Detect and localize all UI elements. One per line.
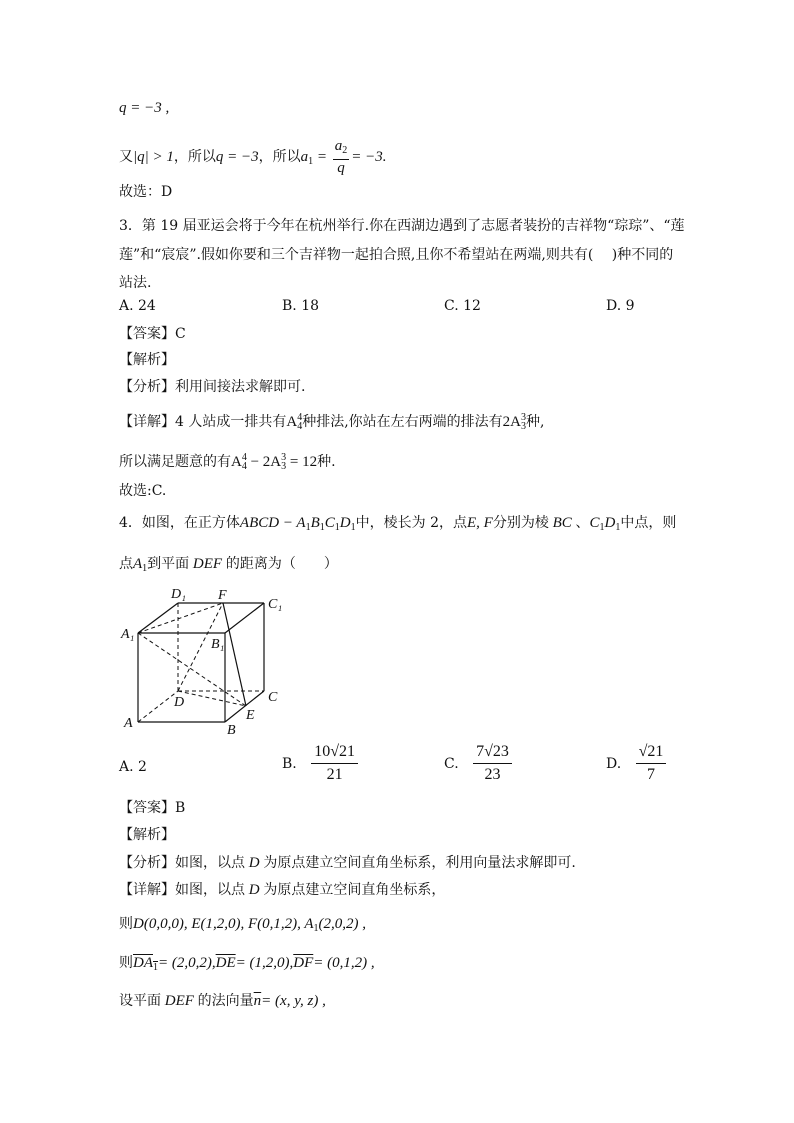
math-abs-q: |q| > 1 [133,149,174,165]
q3-conclusion: 所以满足题意的有$A_4^4 - 2A_3^3 = 12$种. [119,452,336,472]
q4-option-d-numerator: √21 [636,742,667,764]
q3-stem-line2: 莲”和“宸宸”.假如你要和三个吉祥物一起拍合照,且你不希望站在两端,则共有( )种不同的 [119,247,674,263]
q3-stem-line3: 站法. [119,275,152,291]
label-a1: A₁ [121,627,135,642]
q4-option-b-numerator: 10√21 [311,742,358,764]
vector-da1: $DA_1$ [133,955,158,973]
label-d: D [174,695,185,710]
q4-answer: 【答案】B [119,800,186,816]
q4-coordinates: 则D(0,0,0), E(1,2,0), F(0,1,2), $A_1(2,0,2)$ , [119,916,367,934]
line-q-equals-minus3: q = −3 , [119,100,170,116]
line-answer-d: 故选：D [119,184,173,200]
q4-normal-vector: 设平面 DEF 的法向量$\overline{n}= (x$, y, z) , [119,993,326,1009]
q3-option-a: A. 24 [119,298,156,314]
math-cube-name: ABCD − $A_1B_1C_1D_1$ [239,515,356,533]
q4-analysis-heading: 【解析】 [119,827,175,843]
math-a1-point: $A_1$ [133,556,148,574]
label-f: F [218,588,227,603]
q3-analysis: 【分析】利用间接法求解即可. [119,379,306,395]
q3-analysis-heading: 【解析】 [119,352,175,368]
q4-option-b: B. $\frac{10√21}{21}$ [282,742,358,786]
q4-analysis: 【分析】如图，以点 D 为原点建立空间直角坐标系，利用向量法求解即可. [119,855,576,871]
text-you: 又 [119,149,133,165]
q4-vectors: 则$DA_1= (2,0,2),\overline{DE}= (1,2,0),\overline{DF}= (0,1,2)$ , [119,955,375,973]
q4-stem-line1: 4．如图，在正方体ABCD − $A_1B_1C_1D_1$中，棱长为 2，点E, F分别为棱 BC 、$C_1D_1$中点，则 [119,515,677,533]
line-since-abs-q [119,138,387,176]
q4-option-c-numerator: 7√23 [473,742,512,764]
vector-n: $\overline{n}$ [253,993,262,1009]
q4-option-a: A. 2 [119,759,147,775]
q4-option-d-denominator: 7 [647,766,656,783]
math-q-value: q = −3 [215,149,259,165]
label-b: B [227,723,236,736]
math-a44-minus-2a33: $A_4^4 - 2A_3^3$ [231,452,287,472]
fraction-a2-over-q: $\frac{a_2}{q}$ [334,138,348,176]
math-a44: $A_4^4$ [286,412,303,432]
label-c1: C₁ [268,597,283,612]
q4-option-c-denominator: 23 [484,766,501,783]
q4-option-c: C. $\frac{7√23}{23}$ [444,742,512,786]
math-def: DEF [189,556,226,572]
q4-option-d: D. $\frac{√21}{7}$ [606,742,666,786]
vector-df: $\overline{DF}$ [293,955,314,971]
q3-option-b: B. 18 [282,298,320,314]
q4-stem-line2: 点$A_1$到平面 DEF 的距离为（ ） [119,556,338,574]
q4-detail: 【详解】如图，以点 D 为原点建立空间直角坐标系， [119,882,446,898]
q3-detail: 【详解】4 人站成一排共有$A_4^4$种排法,你站在左右两端的排法有$2A_3^3$种, [119,412,545,432]
q3-option-d: D. 9 [606,298,635,314]
math-c1d1: $C_1D_1$ [589,515,621,533]
math-points-ef: E, F [467,515,493,531]
label-a: A [124,716,133,731]
label-e: E [246,708,255,723]
math-equals-minus3: = −3. [351,149,387,165]
math-a1: $a_1$ = [300,149,331,167]
text-suoyi-2: ，所以 [258,149,301,165]
math-2a33: $2A_3^3$ [502,412,526,432]
q4-option-b-denominator: 21 [326,766,343,783]
label-b1: B₁ [211,637,225,652]
q3-choice: 故选:C. [119,483,167,499]
q3-stem-line1: 3．第 19 届亚运会将于今年在杭州举行.你在西湖边遇到了志愿者装扮的吉祥物“琮琮”、“莲 [119,218,685,234]
text-suoyi-1: ，所以 [173,149,216,165]
label-c: C [268,690,278,705]
cube-figure [119,586,289,736]
vector-de: $\overline{DE}$ [215,955,236,971]
q3-answer: 【答案】C [119,326,186,342]
math-bc: BC [548,515,576,531]
q3-option-c: C. 12 [444,298,481,314]
label-d1: D₁ [171,587,186,602]
